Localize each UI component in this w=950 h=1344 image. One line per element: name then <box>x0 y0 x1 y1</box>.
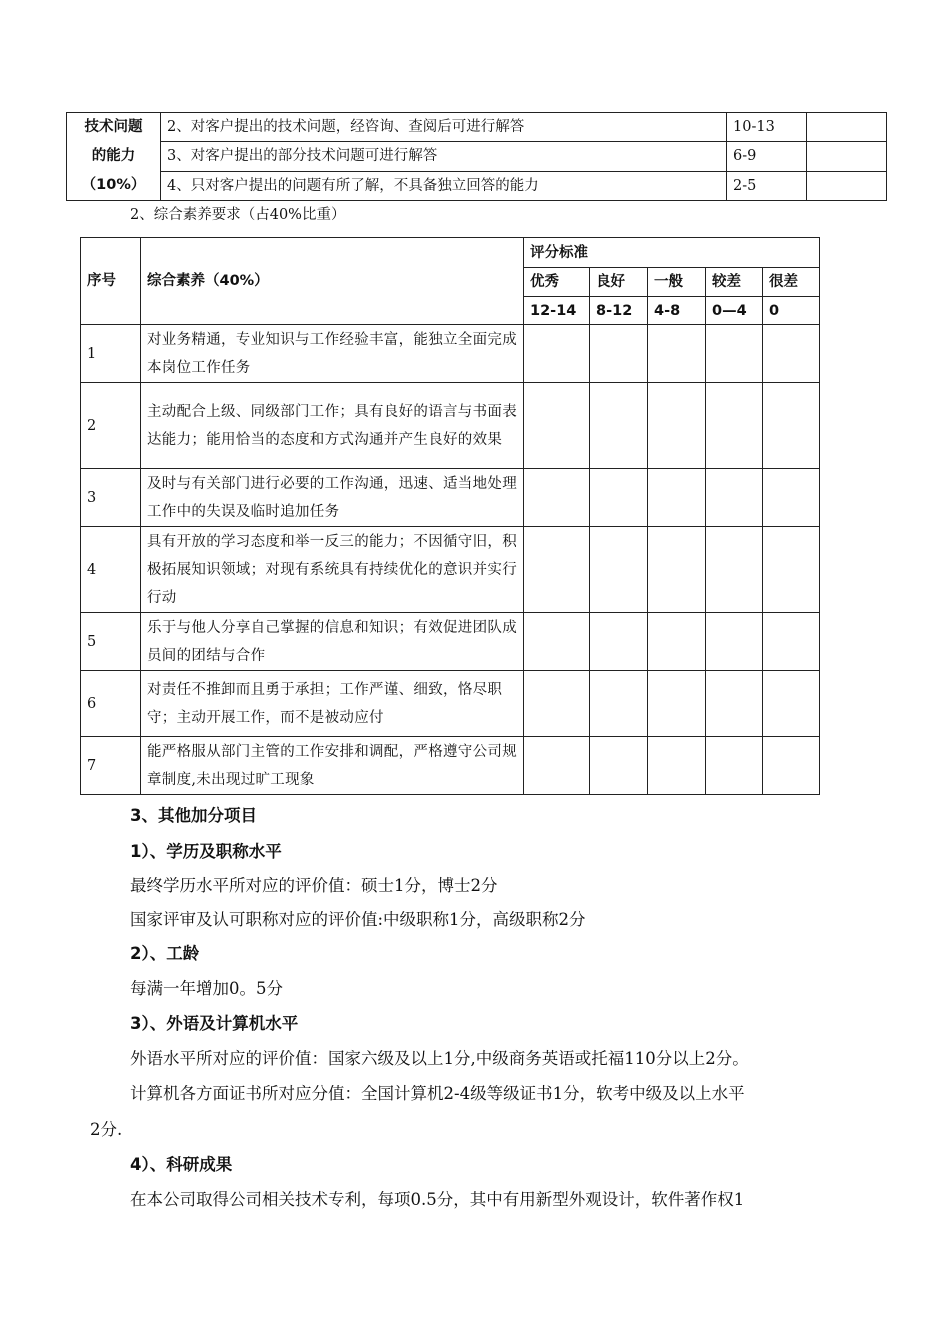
subsection1-title: 1）、学历及职称水平 <box>130 842 282 861</box>
score-cell <box>763 383 820 469</box>
tech-row-desc: 4、只对客户提出的问题有所了解，不具备独立回答的能力 <box>161 171 727 200</box>
subsection1-para1: 最终学历水平所对应的评价值：硕士1分，博士2分 <box>130 876 498 895</box>
score-cell <box>590 527 648 613</box>
level-header: 优秀 <box>524 268 590 297</box>
row-number: 7 <box>81 737 141 795</box>
score-cell <box>524 613 590 671</box>
subsection3-title: 3）、外语及计算机水平 <box>130 1014 299 1033</box>
score-cell <box>524 737 590 795</box>
score-cell <box>706 325 763 383</box>
score-cell <box>763 469 820 527</box>
level-header: 良好 <box>590 268 648 297</box>
table-row <box>81 737 820 795</box>
tech-category-cell <box>67 113 161 201</box>
section3-title: 3、其他加分项目 <box>130 806 257 825</box>
tech-row-desc: 3、对客户提出的部分技术问题可进行解答 <box>161 142 727 171</box>
score-cell <box>648 613 706 671</box>
level-header: 较差 <box>706 268 763 297</box>
row-number: 5 <box>81 613 141 671</box>
range-header: 8-12 <box>590 297 648 325</box>
quality-table <box>80 237 820 795</box>
row-text: 能严格服从部门主管的工作安排和调配，严格遵守公司规章制度,未出现过旷工现象 <box>141 737 524 795</box>
range-header: 0 <box>763 297 820 325</box>
subsection4-title: 4）、科研成果 <box>130 1155 233 1174</box>
score-cell <box>524 671 590 737</box>
row-number: 2 <box>81 383 141 469</box>
score-cell <box>524 527 590 613</box>
score-cell <box>590 325 648 383</box>
tech-category-line2: 的能力 <box>91 148 136 164</box>
row-text: 主动配合上级、同级部门工作；具有良好的语言与书面表达能力；能用恰当的态度和方式沟通并产生良好的效果 <box>141 383 524 469</box>
level-header: 一般 <box>648 268 706 297</box>
col-header-index: 序号 <box>81 238 141 325</box>
score-cell <box>590 383 648 469</box>
tech-category-line3: （10%） <box>81 177 146 193</box>
score-cell <box>706 671 763 737</box>
row-text: 具有开放的学习态度和举一反三的能力；不因循守旧，积极拓展知识领域；对现有系统具有持续优化的意识并实行行动 <box>141 527 524 613</box>
score-cell <box>706 469 763 527</box>
score-cell <box>706 383 763 469</box>
tech-row-blank <box>807 113 887 142</box>
table-row <box>81 469 820 527</box>
row-number: 1 <box>81 325 141 383</box>
score-cell <box>590 737 648 795</box>
score-cell <box>524 325 590 383</box>
tech-row-desc: 2、对客户提出的技术问题，经咨询、查阅后可进行解答 <box>161 113 727 142</box>
row-number: 3 <box>81 469 141 527</box>
col-header-item: 综合素养（40%） <box>141 238 524 325</box>
score-cell <box>524 383 590 469</box>
score-cell <box>648 737 706 795</box>
tech-ability-table <box>66 112 887 201</box>
score-cell <box>706 737 763 795</box>
table-row <box>81 325 820 383</box>
row-text: 对业务精通，专业知识与工作经验丰富，能独立全面完成本岗位工作任务 <box>141 325 524 383</box>
subsection1-para2: 国家评审及认可职称对应的评价值:中级职称1分，高级职称2分 <box>130 910 586 929</box>
subsection3-para1: 外语水平所对应的评价值：国家六级及以上1分,中级商务英语或托福110分以上2分。 <box>130 1049 749 1068</box>
subsection2-title: 2）、工龄 <box>130 944 200 963</box>
score-cell <box>590 671 648 737</box>
criteria-header: 评分标准 <box>524 238 820 268</box>
range-header: 4-8 <box>648 297 706 325</box>
score-cell <box>524 469 590 527</box>
table-row <box>81 613 820 671</box>
section2-title: 2、综合素养要求（占40%比重） <box>130 207 346 223</box>
score-cell <box>706 613 763 671</box>
table-row <box>81 527 820 613</box>
row-number: 6 <box>81 671 141 737</box>
score-cell <box>648 325 706 383</box>
table-row <box>81 671 820 737</box>
tech-row-blank <box>807 171 887 200</box>
score-cell <box>706 527 763 613</box>
score-cell <box>648 469 706 527</box>
range-header: 12-14 <box>524 297 590 325</box>
score-cell <box>590 613 648 671</box>
subsection3-para2-cont: 2分. <box>90 1120 123 1139</box>
row-text: 对责任不推卸而且勇于承担；工作严谨、细致，恪尽职守；主动开展工作，而不是被动应付 <box>141 671 524 737</box>
score-cell <box>763 613 820 671</box>
tech-row-score: 6-9 <box>727 142 807 171</box>
score-cell <box>763 325 820 383</box>
score-cell <box>648 527 706 613</box>
subsection4-para1: 在本公司取得公司相关技术专利，每项0.5分，其中有用新型外观设计，软件著作权1 <box>130 1190 745 1209</box>
row-number: 4 <box>81 527 141 613</box>
score-cell <box>590 469 648 527</box>
tech-row-blank <box>807 142 887 171</box>
score-cell <box>648 383 706 469</box>
row-text: 及时与有关部门进行必要的工作沟通，迅速、适当地处理工作中的失误及临时追加任务 <box>141 469 524 527</box>
score-cell <box>763 671 820 737</box>
score-cell <box>763 737 820 795</box>
tech-row-score: 2-5 <box>727 171 807 200</box>
tech-category-line1: 技术问题 <box>84 119 143 135</box>
level-header: 很差 <box>763 268 820 297</box>
row-text: 乐于与他人分享自己掌握的信息和知识；有效促进团队成员间的团结与合作 <box>141 613 524 671</box>
score-cell <box>648 671 706 737</box>
subsection3-para2: 计算机各方面证书所对应分值：全国计算机2-4级等级证书1分，软考中级及以上水平 <box>130 1084 745 1103</box>
table-row <box>81 383 820 469</box>
score-cell <box>763 527 820 613</box>
subsection2-para1: 每满一年增加0。5分 <box>130 979 283 998</box>
range-header: 0—4 <box>706 297 763 325</box>
tech-row-score: 10-13 <box>727 113 807 142</box>
